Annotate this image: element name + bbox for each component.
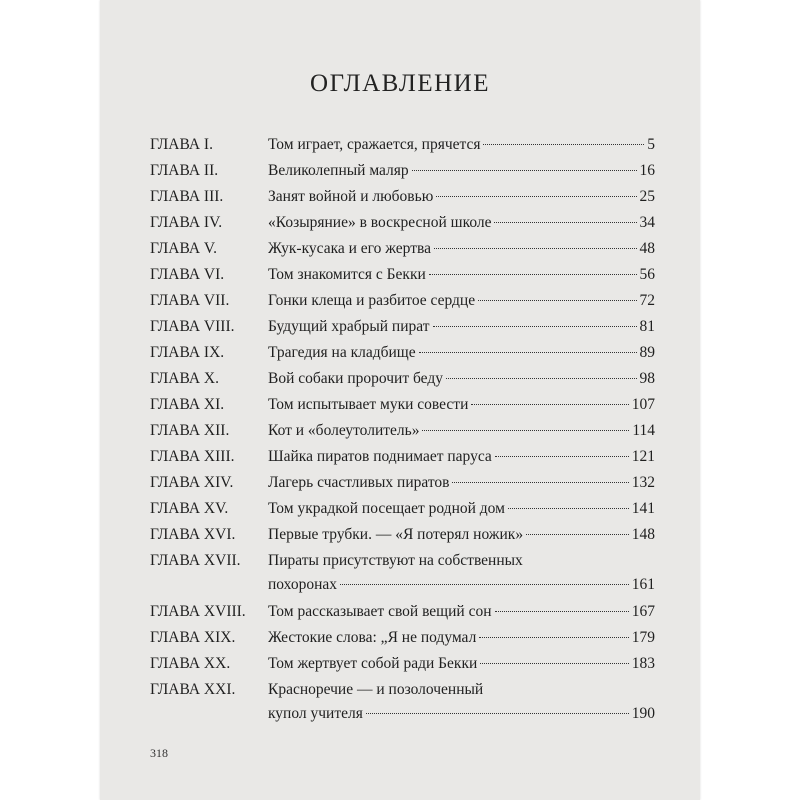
chapter-page-number: 25 [639,188,655,205]
book-page [100,0,700,800]
toc-entry [150,551,655,602]
chapter-title: Трагедия на кладбище [268,344,416,361]
chapter-page-number: 183 [631,655,655,672]
toc-entry [150,213,655,239]
chapter-title-block [268,680,655,724]
toc-entry [150,395,655,421]
chapter-number: ГЛАВА IV. [150,214,223,231]
chapter-title: Том испытывает муки совести [268,396,469,413]
chapter-page-number: 107 [631,396,655,413]
chapter-title-block [268,213,655,233]
chapter-title-line [268,447,655,467]
chapter-title-block [268,654,655,674]
toc-entry [150,161,655,187]
chapter-number: ГЛАВА XI. [150,396,225,413]
chapter-title: Занят войной и любовью [268,188,434,205]
dot-leader [434,248,637,249]
chapter-title-line [268,213,655,233]
chapter-title-line [268,628,655,648]
chapter-page-number: 132 [631,474,655,491]
toc-entry [150,135,655,161]
chapter-page-number: 16 [639,162,655,179]
toc-entry [150,369,655,395]
toc-entry [150,628,655,654]
chapter-number: ГЛАВА XVII. [150,552,241,569]
chapter-title: Вой собаки пророчит беду [268,370,443,387]
chapter-title: Том играет, сражается, прячется [268,136,481,153]
chapter-title-line [268,473,655,493]
chapter-title-line [268,135,655,155]
chapter-number: ГЛАВА VII. [150,292,230,309]
toc-entry [150,499,655,525]
chapter-title-line [268,369,655,389]
toc-entry [150,239,655,265]
dot-leader [419,352,637,353]
chapter-title: «Козыряние» в воскресной школе [268,214,492,231]
dot-leader [478,300,636,301]
chapter-number: ГЛАВА IX. [150,344,225,361]
dot-leader [483,144,644,145]
chapter-page-number: 89 [639,344,655,361]
page-title: ОГЛАВЛЕНИЕ [310,70,490,97]
chapter-title-block [268,369,655,389]
chapter-page-number: 121 [631,448,655,465]
chapter-title: Гонки клеща и разбитое сердце [268,292,476,309]
chapter-page-number: 161 [631,576,655,593]
chapter-title-block [268,395,655,415]
toc-entry [150,291,655,317]
chapter-title-block [268,265,655,285]
dot-leader [471,404,628,405]
chapter-title-line [268,187,655,207]
chapter-number: ГЛАВА I. [150,136,213,153]
chapter-title-block [268,343,655,363]
chapter-title: похоронах [268,576,337,593]
chapter-title-line [268,161,655,181]
dot-leader [433,326,637,327]
dot-leader [412,170,637,171]
toc-entry [150,654,655,680]
chapter-title-block [268,135,655,155]
chapter-title: Первые трубки. — «Я потерял ножик» [268,526,524,543]
dot-leader [480,663,628,664]
chapter-title: Кот и «болеутолитель» [268,422,420,439]
chapter-title-line [268,499,655,519]
chapter-page-number: 81 [639,318,655,335]
chapter-page-number: 5 [647,136,655,153]
chapter-number: ГЛАВА X. [150,370,220,387]
chapter-title-block [268,447,655,467]
chapter-page-number: 179 [631,629,655,646]
chapter-title: Том украдкой посещает родной дом [268,500,505,517]
chapter-title-block [268,602,655,622]
dot-leader [508,508,629,509]
dot-leader [366,713,629,714]
chapter-title-line [268,291,655,311]
toc-entry [150,473,655,499]
table-of-contents [150,135,655,731]
toc-entry [150,447,655,473]
chapter-title-block [268,421,655,441]
chapter-number: ГЛАВА XIII. [150,448,235,465]
chapter-title: Великолепный маляр [268,162,409,179]
chapter-title-line [268,680,655,700]
dot-leader [495,456,629,457]
chapter-page-number: 167 [631,603,655,620]
chapter-number: ГЛАВА XV. [150,500,229,517]
chapter-title: Том рассказывает свой вещий сон [268,603,492,620]
chapter-number: ГЛАВА III. [150,188,224,205]
chapter-page-number: 190 [631,705,655,722]
dot-leader [340,584,629,585]
chapter-title-line [268,421,655,441]
chapter-title-line [268,343,655,363]
chapter-title-line [268,551,655,571]
chapter-title-block [268,239,655,259]
chapter-title-line [268,239,655,259]
toc-entry [150,525,655,551]
chapter-number: ГЛАВА V. [150,240,218,257]
chapter-title-block [268,525,655,545]
chapter-number: ГЛАВА XII. [150,422,230,439]
chapter-number: ГЛАВА XXI. [150,681,236,698]
chapter-number: ГЛАВА XX. [150,655,231,672]
chapter-page-number: 48 [639,240,655,257]
chapter-title-block [268,187,655,207]
toc-entry [150,317,655,343]
dot-leader [422,430,629,431]
chapter-title-block [268,499,655,519]
chapter-title-block [268,291,655,311]
dot-leader [494,222,636,223]
chapter-title-block [268,628,655,648]
chapter-title: Том знакомится с Бекки [268,266,426,283]
dot-leader [526,534,629,535]
chapter-page-number: 72 [639,292,655,309]
dot-leader [452,482,628,483]
chapter-number: ГЛАВА VIII. [150,318,235,335]
chapter-title-line [268,602,655,622]
chapter-title-line [268,575,655,595]
chapter-title: Будущий храбрый пират [268,318,430,335]
chapter-number: ГЛАВА II. [150,162,219,179]
chapter-title-line [268,317,655,337]
chapter-page-number: 114 [632,422,655,439]
chapter-title-line [268,525,655,545]
chapter-title-block [268,161,655,181]
chapter-page-number: 56 [639,266,655,283]
dot-leader [429,274,637,275]
toc-entry [150,421,655,447]
chapter-title: Жестокие слова: „Я не подумал [268,629,477,646]
chapter-title-line [268,265,655,285]
chapter-title: Лагерь счастливых пиратов [268,474,450,491]
chapter-number: ГЛАВА VI. [150,266,225,283]
page-number: 318 [150,746,168,760]
dot-leader [479,637,628,638]
toc-entry [150,602,655,628]
chapter-title-line [268,704,655,724]
chapter-page-number: 98 [639,370,655,387]
chapter-number: ГЛАВА XVIII. [150,603,246,620]
toc-entry [150,343,655,369]
chapter-title: Том жертвует собой ради Бекки [268,655,478,672]
chapter-title-line [268,395,655,415]
chapter-number: ГЛАВА XIX. [150,629,236,646]
toc-entry [150,680,655,731]
chapter-title: Красноречие — и позолоченный [268,681,484,698]
chapter-page-number: 148 [631,526,655,543]
dot-leader [446,378,637,379]
chapter-title-block [268,317,655,337]
chapter-number: ГЛАВА XVI. [150,526,236,543]
toc-entry [150,265,655,291]
dot-leader [495,611,629,612]
chapter-title-line [268,654,655,674]
chapter-title: купол учителя [268,705,363,722]
chapter-title-block [268,551,655,595]
chapter-title: Пираты присутствуют на собственных [268,552,523,569]
chapter-title: Шайка пиратов поднимает паруса [268,448,492,465]
toc-entry [150,187,655,213]
chapter-page-number: 141 [631,500,655,517]
chapter-page-number: 34 [639,214,655,231]
chapter-title: Жук-кусака и его жертва [268,240,431,257]
chapter-title-block [268,473,655,493]
chapter-number: ГЛАВА XIV. [150,474,234,491]
dot-leader [436,196,636,197]
